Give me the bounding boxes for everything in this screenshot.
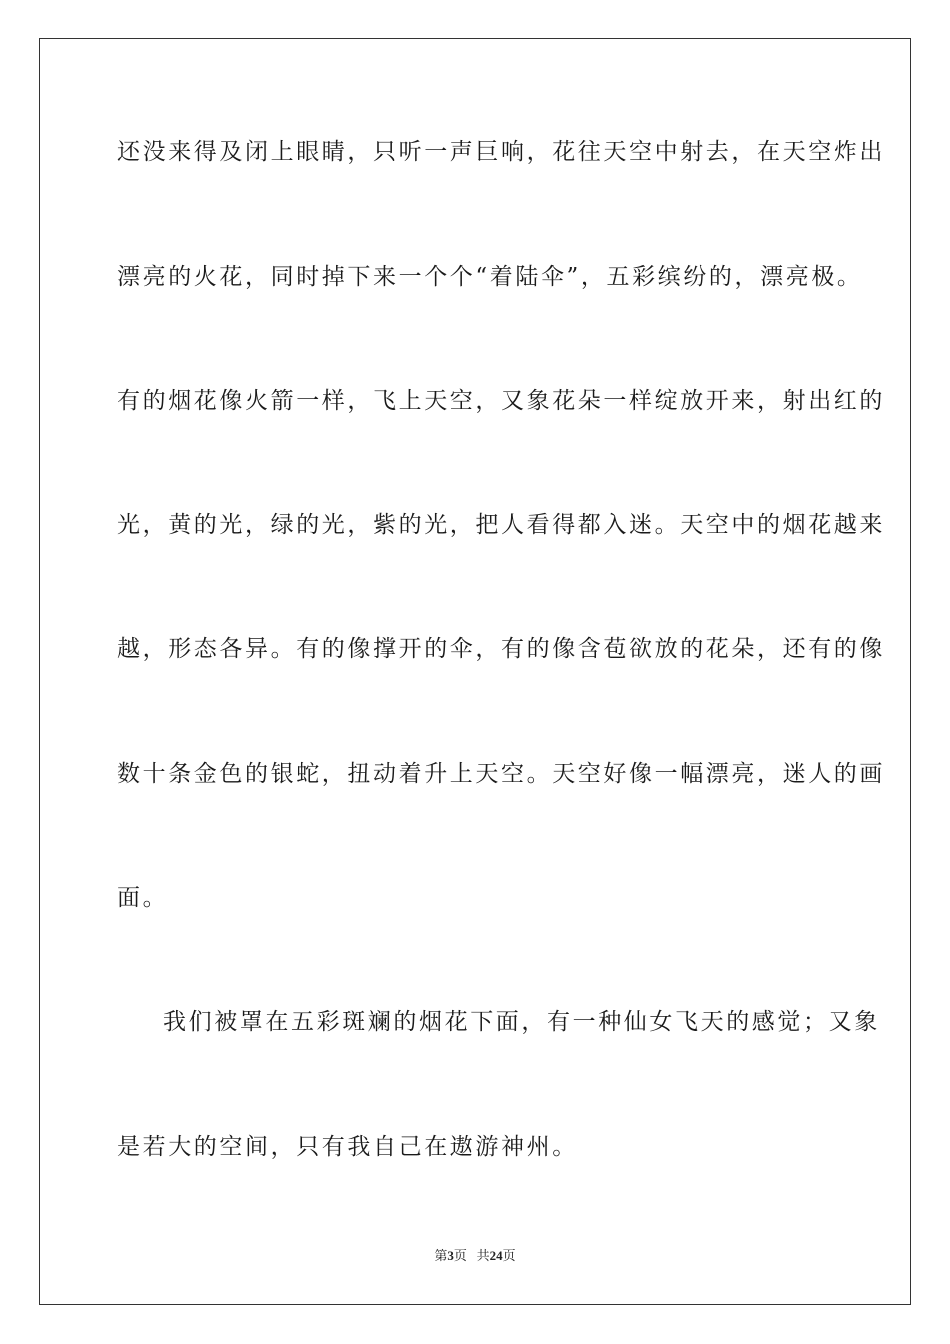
text-line-3: 有的烟花像火箭一样，飞上天空，又象花朵一样绽放开来，射出红的 [117, 388, 885, 414]
footer-total-suffix: 页 [502, 1248, 516, 1263]
text-line-5: 越，形态各异。有的像撑开的伞，有的像含苞欲放的花朵，还有的像 [117, 636, 885, 662]
text-line-4: 光，黄的光，绿的光，紫的光，把人看得都入迷。天空中的烟花越来 [117, 512, 885, 538]
footer-page-prefix: 第 [434, 1248, 448, 1263]
text-line-8-paragraph-start: 我们被罩在五彩斑斓的烟花下面，有一种仙女飞天的感觉；又象 [163, 1009, 880, 1035]
page-border [39, 38, 911, 1305]
text-line-9: 是若大的空间，只有我自己在遨游神州。 [117, 1134, 578, 1160]
footer-total-prefix: 共 [476, 1248, 490, 1263]
text-line-1: 还没来得及闭上眼睛，只听一声巨响，花往天空中射去，在天空炸出 [117, 139, 885, 165]
page-footer [0, 1247, 950, 1265]
footer-page-number: 3 [447, 1248, 454, 1263]
footer-total-pages: 24 [489, 1248, 503, 1263]
text-line-2: 漂亮的火花，同时掉下来一个个“着陆伞”，五彩缤纷的，漂亮极。 [117, 264, 863, 290]
text-line-6: 数十条金色的银蛇，扭动着升上天空。天空好像一幅漂亮，迷人的画 [117, 761, 885, 787]
text-line-7: 面。 [117, 885, 169, 911]
footer-page-suffix: 页 [453, 1248, 467, 1263]
